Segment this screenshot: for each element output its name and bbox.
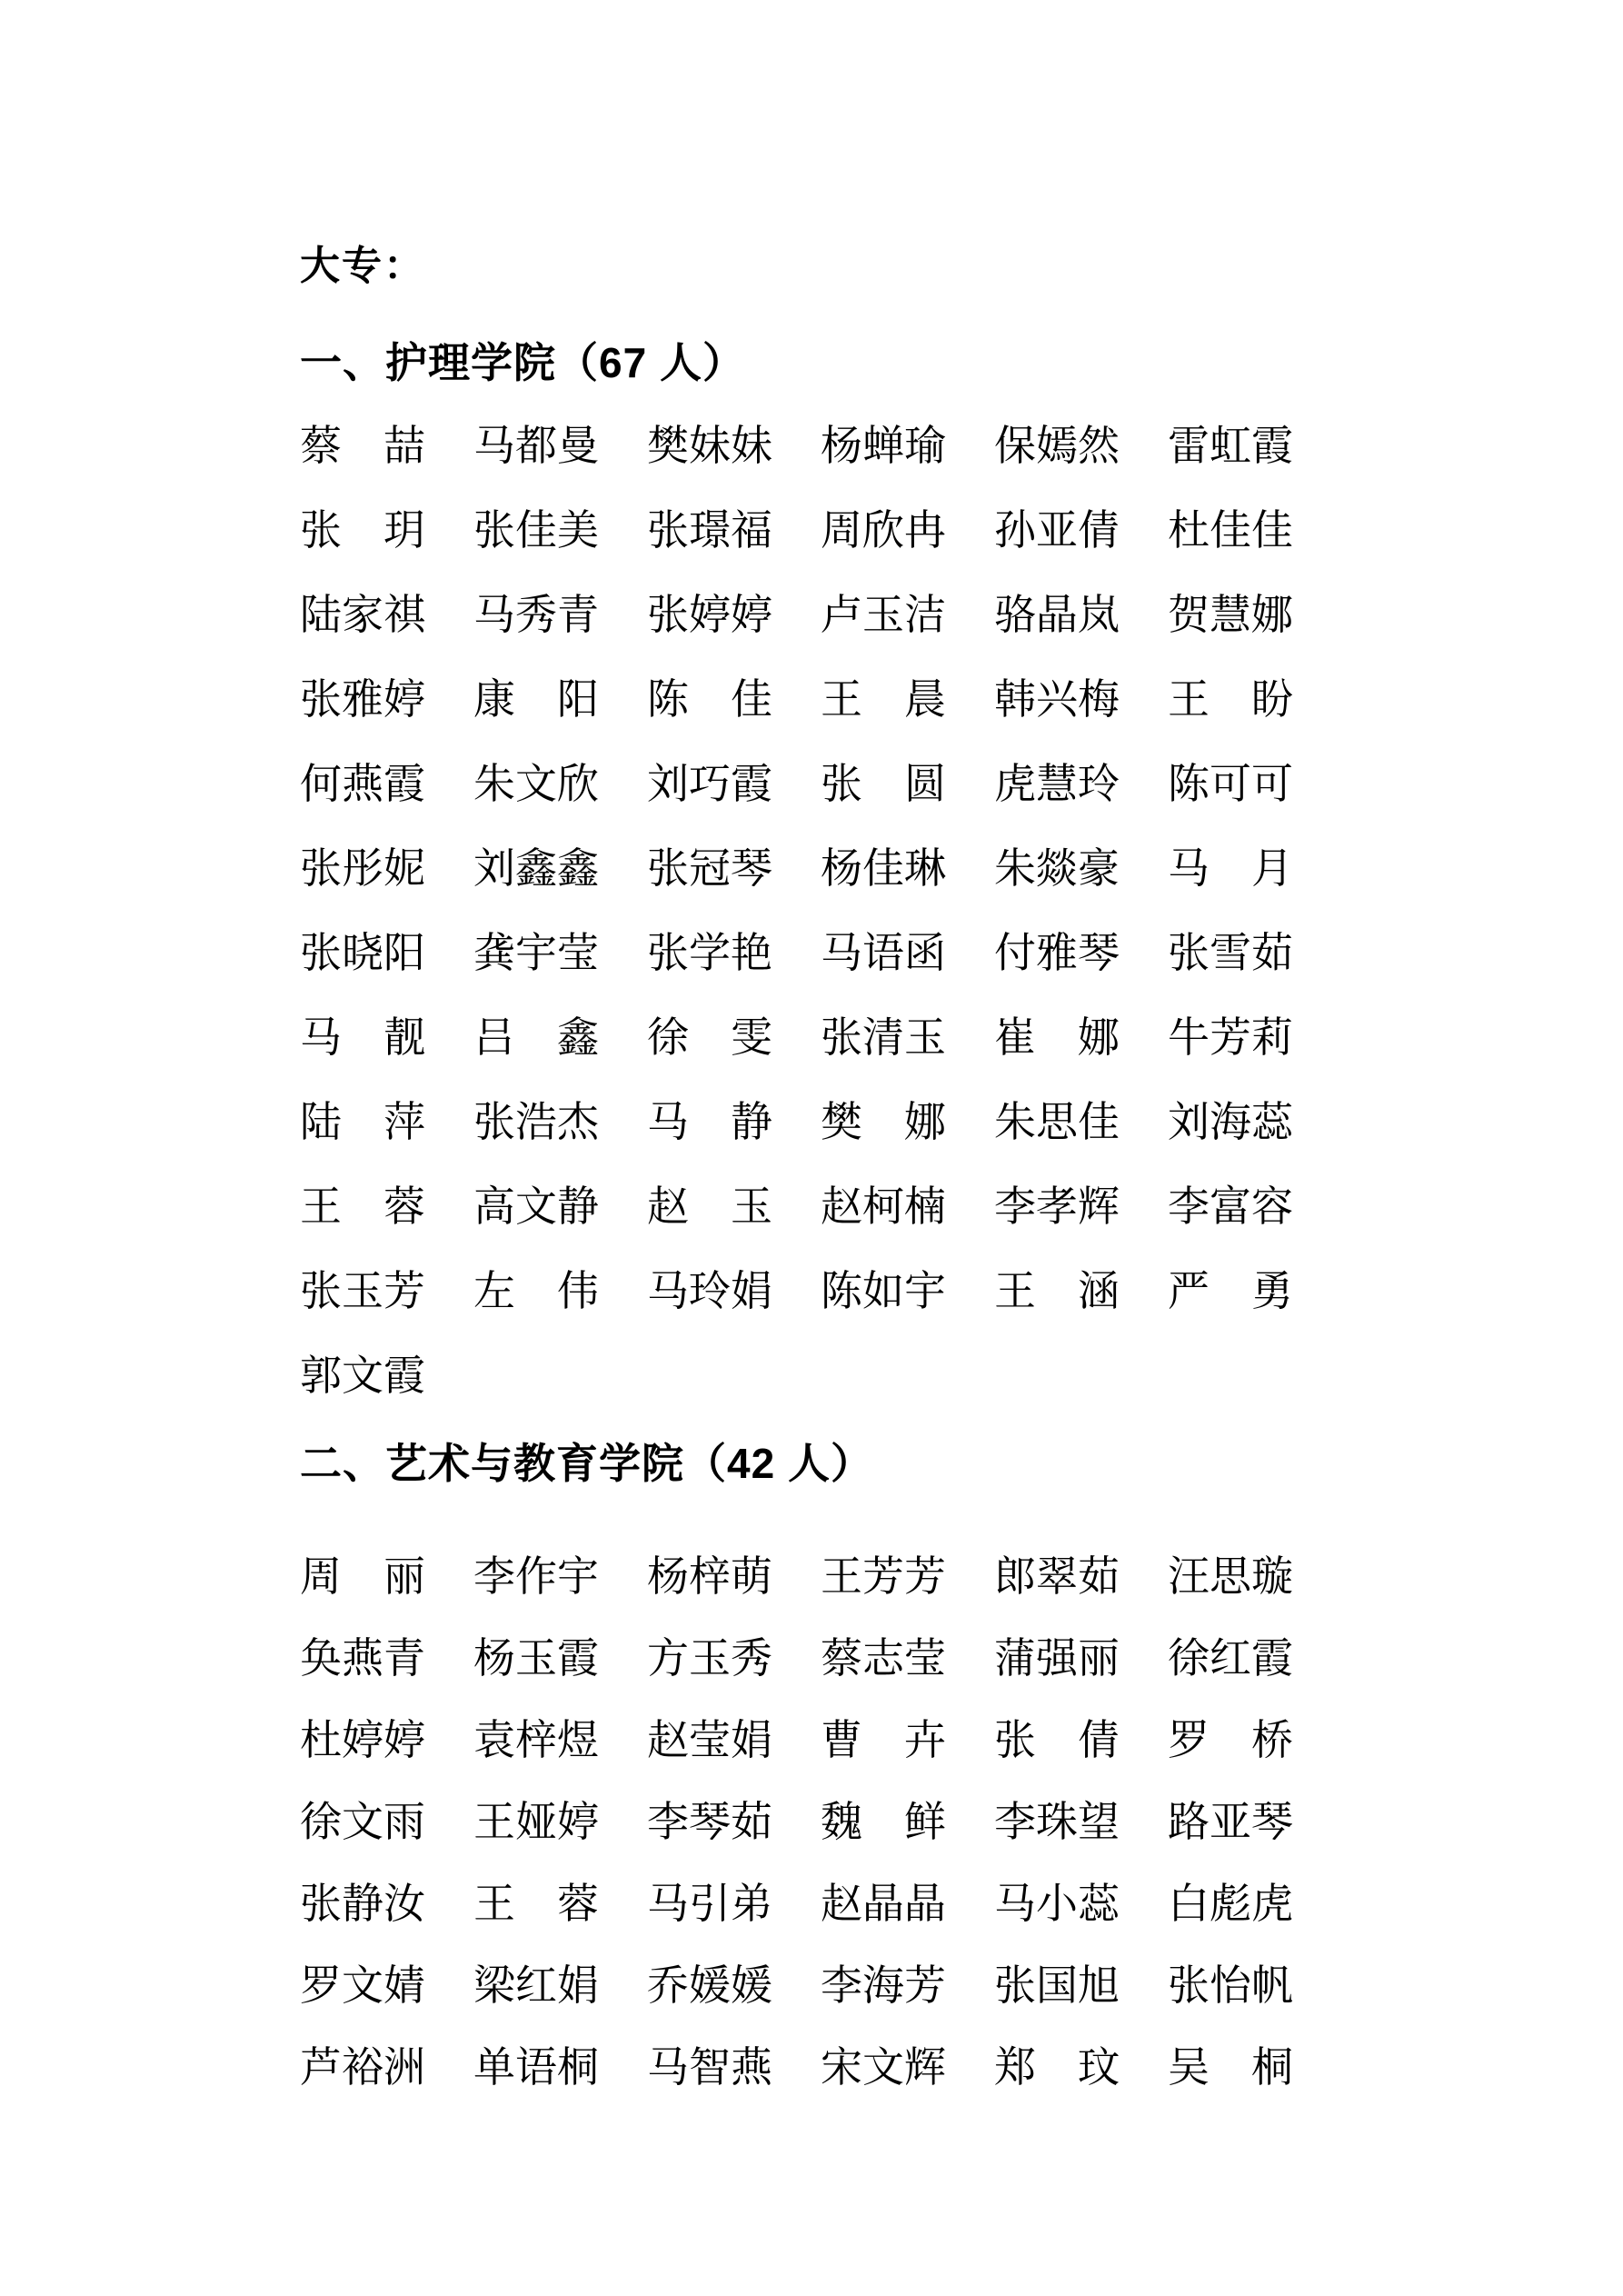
- name-cell: 李作宇: [473, 1553, 599, 1600]
- name-cell: 樊妹妹: [647, 423, 772, 469]
- name-cell: 杨玉霞: [473, 1635, 599, 1682]
- name-row: [300, 1717, 1623, 1763]
- name-cell: 袁梓煜: [473, 1717, 599, 1763]
- name-cell: 张佳美: [473, 507, 599, 554]
- name-cell: 宋文辉: [821, 2044, 946, 2091]
- name-cell: 陈 佳: [647, 676, 772, 723]
- name-cell: 马小蕊: [994, 1881, 1120, 1927]
- name-cell: 蔡 喆: [300, 423, 425, 469]
- name-cell: 张雅婷: [300, 676, 425, 723]
- name-cell: 张静汝: [300, 1881, 425, 1927]
- name-cell: 赵 玉: [647, 1183, 772, 1230]
- name-cell: 赵晶晶: [821, 1881, 946, 1927]
- name-row: [300, 1268, 1623, 1314]
- name-cell: 马 静: [647, 1099, 772, 1145]
- name-cell: 王芳芳: [821, 1553, 946, 1600]
- name-cell: 孙亚倩: [994, 507, 1120, 554]
- name-cell: 白彪虎: [1168, 1881, 1293, 1927]
- name-cell: 张 倩: [994, 1717, 1120, 1763]
- name-cell: 刘巧霞: [647, 761, 772, 807]
- name-cell: 张国旭: [994, 1962, 1120, 2009]
- name-cell: 马 靓: [300, 1014, 425, 1061]
- name-cell: 张玉芳: [300, 1268, 425, 1314]
- name-cell: 张 玥: [300, 507, 425, 554]
- name-cell: 张婷婷: [647, 592, 772, 638]
- name-cell: 保嫣然: [994, 423, 1120, 469]
- name-cell: 杨蝉瑜: [821, 423, 946, 469]
- section-nursing-college: [300, 340, 1623, 1397]
- name-cell: 徐 雯: [647, 1014, 772, 1061]
- name-cell: 魏 鲜: [821, 1799, 946, 1845]
- name-cell: 王 蓉: [300, 1183, 425, 1230]
- name-cell: 高文静: [473, 1183, 599, 1230]
- name-cell: 周 丽: [300, 1553, 425, 1600]
- name-row: [300, 1553, 1623, 1600]
- section-2-name-list: [300, 1553, 1623, 2091]
- name-cell: 曹 卉: [821, 1717, 946, 1763]
- name-row: [300, 676, 1623, 723]
- name-cell: 芦裕洲: [300, 2044, 425, 2091]
- name-cell: 杨梓萌: [647, 1553, 772, 1600]
- name-cell: 吕 鑫: [473, 1014, 599, 1061]
- name-cell: 马都曼: [473, 423, 599, 469]
- name-cell: 徐红霞: [1168, 1635, 1293, 1682]
- name-cell: 李孝辉: [994, 1183, 1120, 1230]
- name-cell: 单语桐: [473, 2044, 599, 2091]
- name-cell: 李珠望: [994, 1799, 1120, 1845]
- name-cell: 朱思佳: [994, 1099, 1120, 1145]
- name-row: [300, 1099, 1623, 1145]
- name-cell: 赵莹娟: [647, 1717, 772, 1763]
- name-cell: 奂燕青: [300, 1635, 425, 1682]
- document-title: 大专：: [300, 244, 425, 288]
- name-row: [300, 594, 1623, 636]
- name-cell: 马智燕: [647, 2044, 772, 2091]
- name-cell: 崔 娜: [994, 1014, 1120, 1061]
- name-cell: 罗 桥: [1168, 1717, 1293, 1763]
- name-row: [300, 1883, 1623, 1925]
- name-cell: 周欣冉: [821, 507, 946, 554]
- name-cell: 郎翠茹: [994, 1553, 1120, 1600]
- name-cell: 王 蓉: [473, 1881, 599, 1927]
- name-cell: 马秀青: [473, 592, 599, 638]
- name-cell: 陈可可: [1168, 761, 1293, 807]
- name-cell: 刘鑫鑫: [473, 845, 599, 892]
- name-cell: 陆 萍: [300, 1099, 425, 1145]
- name-cell: 王 盼: [1168, 676, 1293, 723]
- name-cell: 陈如宇: [821, 1268, 946, 1314]
- name-cell: 张 圆: [821, 761, 946, 807]
- name-cell: 郭文霞: [300, 1353, 425, 1399]
- section-1-name-list: [300, 425, 1623, 1397]
- name-cell: 严 勇: [1168, 1268, 1293, 1314]
- name-cell: 张学艳: [647, 930, 772, 976]
- name-row: [300, 425, 1623, 467]
- name-cell: 蒲强丽: [994, 1635, 1120, 1682]
- name-cell: 付雅琴: [994, 930, 1120, 976]
- name-cell: 牛芳莉: [1168, 1014, 1293, 1061]
- name-cell: 刘海蕊: [1168, 1099, 1293, 1145]
- name-cell: 卢玉洁: [821, 592, 946, 638]
- name-row: [300, 1962, 1623, 2009]
- name-row: [300, 1183, 1623, 1230]
- name-cell: 李海芳: [821, 1962, 946, 2009]
- section-2-heading: 二、艺术与教育学院（42 人）: [300, 1440, 873, 1487]
- name-cell: 吴 桐: [1168, 2044, 1293, 2091]
- name-row: [300, 761, 1623, 807]
- name-cell: 王娅婷: [473, 1799, 599, 1845]
- name-cell: 杜佳佳: [1168, 507, 1293, 554]
- name-cell: 左 伟: [473, 1268, 599, 1314]
- name-cell: 马 月: [1168, 845, 1293, 892]
- name-row: [300, 507, 1623, 554]
- section-1-heading: 一、护理学院（67 人）: [300, 339, 745, 386]
- name-cell: 乔媛媛: [647, 1962, 772, 2009]
- name-cell: 张冠琴: [647, 845, 772, 892]
- name-cell: 王 晨: [821, 676, 946, 723]
- name-cell: 马语函: [821, 930, 946, 976]
- name-cell: 虎慧玲: [994, 761, 1120, 807]
- name-cell: 陆家祺: [300, 592, 425, 638]
- name-cell: 张彤妮: [300, 845, 425, 892]
- name-cell: 张雪茹: [1168, 930, 1293, 976]
- name-cell: 李富容: [1168, 1183, 1293, 1230]
- name-cell: 马引弟: [647, 1881, 772, 1927]
- name-cell: 杜婷婷: [300, 1717, 425, 1763]
- name-cell: 何燕霞: [300, 761, 425, 807]
- name-cell: 路亚琴: [1168, 1799, 1293, 1845]
- name-cell: 蔡志莹: [821, 1635, 946, 1682]
- name-cell: 骆晶岚: [994, 592, 1120, 638]
- name-cell: 韩兴梅: [994, 676, 1120, 723]
- name-cell: 李琴茹: [647, 1799, 772, 1845]
- name-cell: 龚宇莹: [473, 930, 599, 976]
- name-row: [300, 1014, 1623, 1061]
- name-cell: 张晓阳: [300, 930, 425, 976]
- name-row: [300, 845, 1623, 892]
- name-cell: 贺慧娜: [1168, 592, 1293, 638]
- name-row: [300, 1635, 1623, 1682]
- name-cell: 朱燚豪: [994, 845, 1120, 892]
- section-art-education-college: [300, 1441, 1623, 2089]
- name-cell: 雷虹霞: [1168, 423, 1293, 469]
- name-cell: 张清玉: [821, 1014, 946, 1061]
- name-row: [300, 930, 1623, 976]
- name-cell: 樊 娜: [821, 1099, 946, 1145]
- name-cell: 赵柯楠: [821, 1183, 946, 1230]
- name-cell: 方玉秀: [647, 1635, 772, 1682]
- name-cell: 张怡帆: [1168, 1962, 1293, 2009]
- name-cell: 张璟福: [647, 507, 772, 554]
- name-row: [300, 1799, 1623, 1845]
- name-row: [300, 2044, 1623, 2091]
- name-cell: 罗文婧: [300, 1962, 425, 2009]
- name-cell: 马玲娟: [647, 1268, 772, 1314]
- name-row: [300, 1355, 1623, 1397]
- name-cell: 徐文雨: [300, 1799, 425, 1845]
- name-cell: 王 涵: [994, 1268, 1120, 1314]
- name-cell: 杨佳琳: [821, 845, 946, 892]
- name-cell: 张浩杰: [473, 1099, 599, 1145]
- name-cell: 朱文欣: [473, 761, 599, 807]
- name-cell: 梁红娟: [473, 1962, 599, 2009]
- name-cell: 康 阳: [473, 676, 599, 723]
- name-cell: 汪思璇: [1168, 1553, 1293, 1600]
- name-cell: 郑 玟: [994, 2044, 1120, 2091]
